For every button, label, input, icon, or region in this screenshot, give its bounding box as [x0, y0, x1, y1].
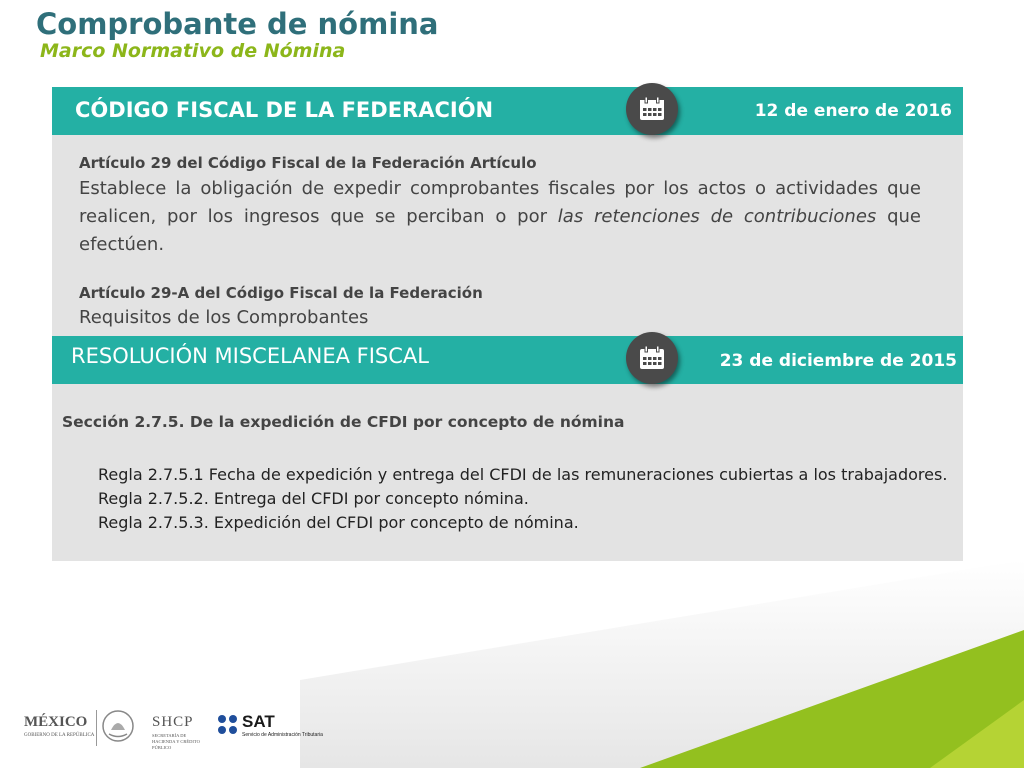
article-29-emphasis: las retenciones de contribuciones [557, 206, 877, 227]
article-29-title: Artículo 29 del Código Fiscal de la Federación Artículo [79, 154, 537, 172]
resolucion-panel [52, 336, 963, 561]
codigo-fiscal-panel [52, 87, 963, 336]
page-subtitle: Marco Normativo de Nómina [40, 40, 346, 62]
coat-of-arms-icon [101, 708, 135, 744]
resolucion-title: RESOLUCIÓN MISCELANEA FISCAL [71, 344, 429, 368]
logo-divider [96, 710, 97, 746]
calendar-icon [626, 83, 678, 135]
mexico-logo: MÉXICO [24, 714, 88, 730]
article-29-text: Establece la obligación de expedir comprobantes fiscales por los actos o actividades que realicen, por los ingresos que se perciban o por [79, 178, 921, 227]
article-29-text-end: que efectúen. [79, 206, 921, 255]
calendar-icon [626, 332, 678, 384]
codigo-fiscal-title: CÓDIGO FISCAL DE LA FEDERACIÓN [75, 98, 494, 122]
footer-logos [0, 700, 420, 760]
section-2-7-5-title: Sección 2.7.5. De la expedición de CFDI por concepto de nómina [62, 413, 625, 431]
article-29a-title: Artículo 29-A del Código Fiscal de la Federación [79, 284, 483, 302]
resolucion-date: 23 de diciembre de 2015 [719, 351, 957, 371]
shcp-logo-subtext: SECRETARÍA DE HACIENDA Y CRÉDITO PÚBLICO [152, 733, 200, 750]
resolucion-header-bar [52, 336, 963, 384]
sat-logo-subtext: Servicio de Administración Tributaria [242, 732, 323, 738]
sat-logo: SAT [242, 712, 275, 731]
rule-item: Regla 2.7.5.2. Entrega del CFDI por concepto nómina. [98, 489, 529, 508]
rule-item: Regla 2.7.5.3. Expedición del CFDI por concepto de nómina. [98, 513, 579, 532]
sat-logo-icon [217, 714, 239, 736]
rules-list [98, 463, 947, 535]
page-title: Comprobante de nómina [36, 7, 439, 41]
mexico-logo-subtext: GOBIERNO DE LA REPÚBLICA [24, 733, 95, 738]
article-29a-body: Requisitos de los Comprobantes [79, 307, 369, 328]
rule-item: Regla 2.7.5.1 Fecha de expedición y entrega del CFDI de las remuneraciones cubiertas a los trabajadores. [98, 465, 948, 484]
article-29-body [79, 175, 921, 259]
codigo-fiscal-date: 12 de enero de 2016 [754, 101, 952, 121]
codigo-fiscal-header-bar [52, 87, 963, 135]
shcp-logo: SHCP [152, 714, 194, 730]
